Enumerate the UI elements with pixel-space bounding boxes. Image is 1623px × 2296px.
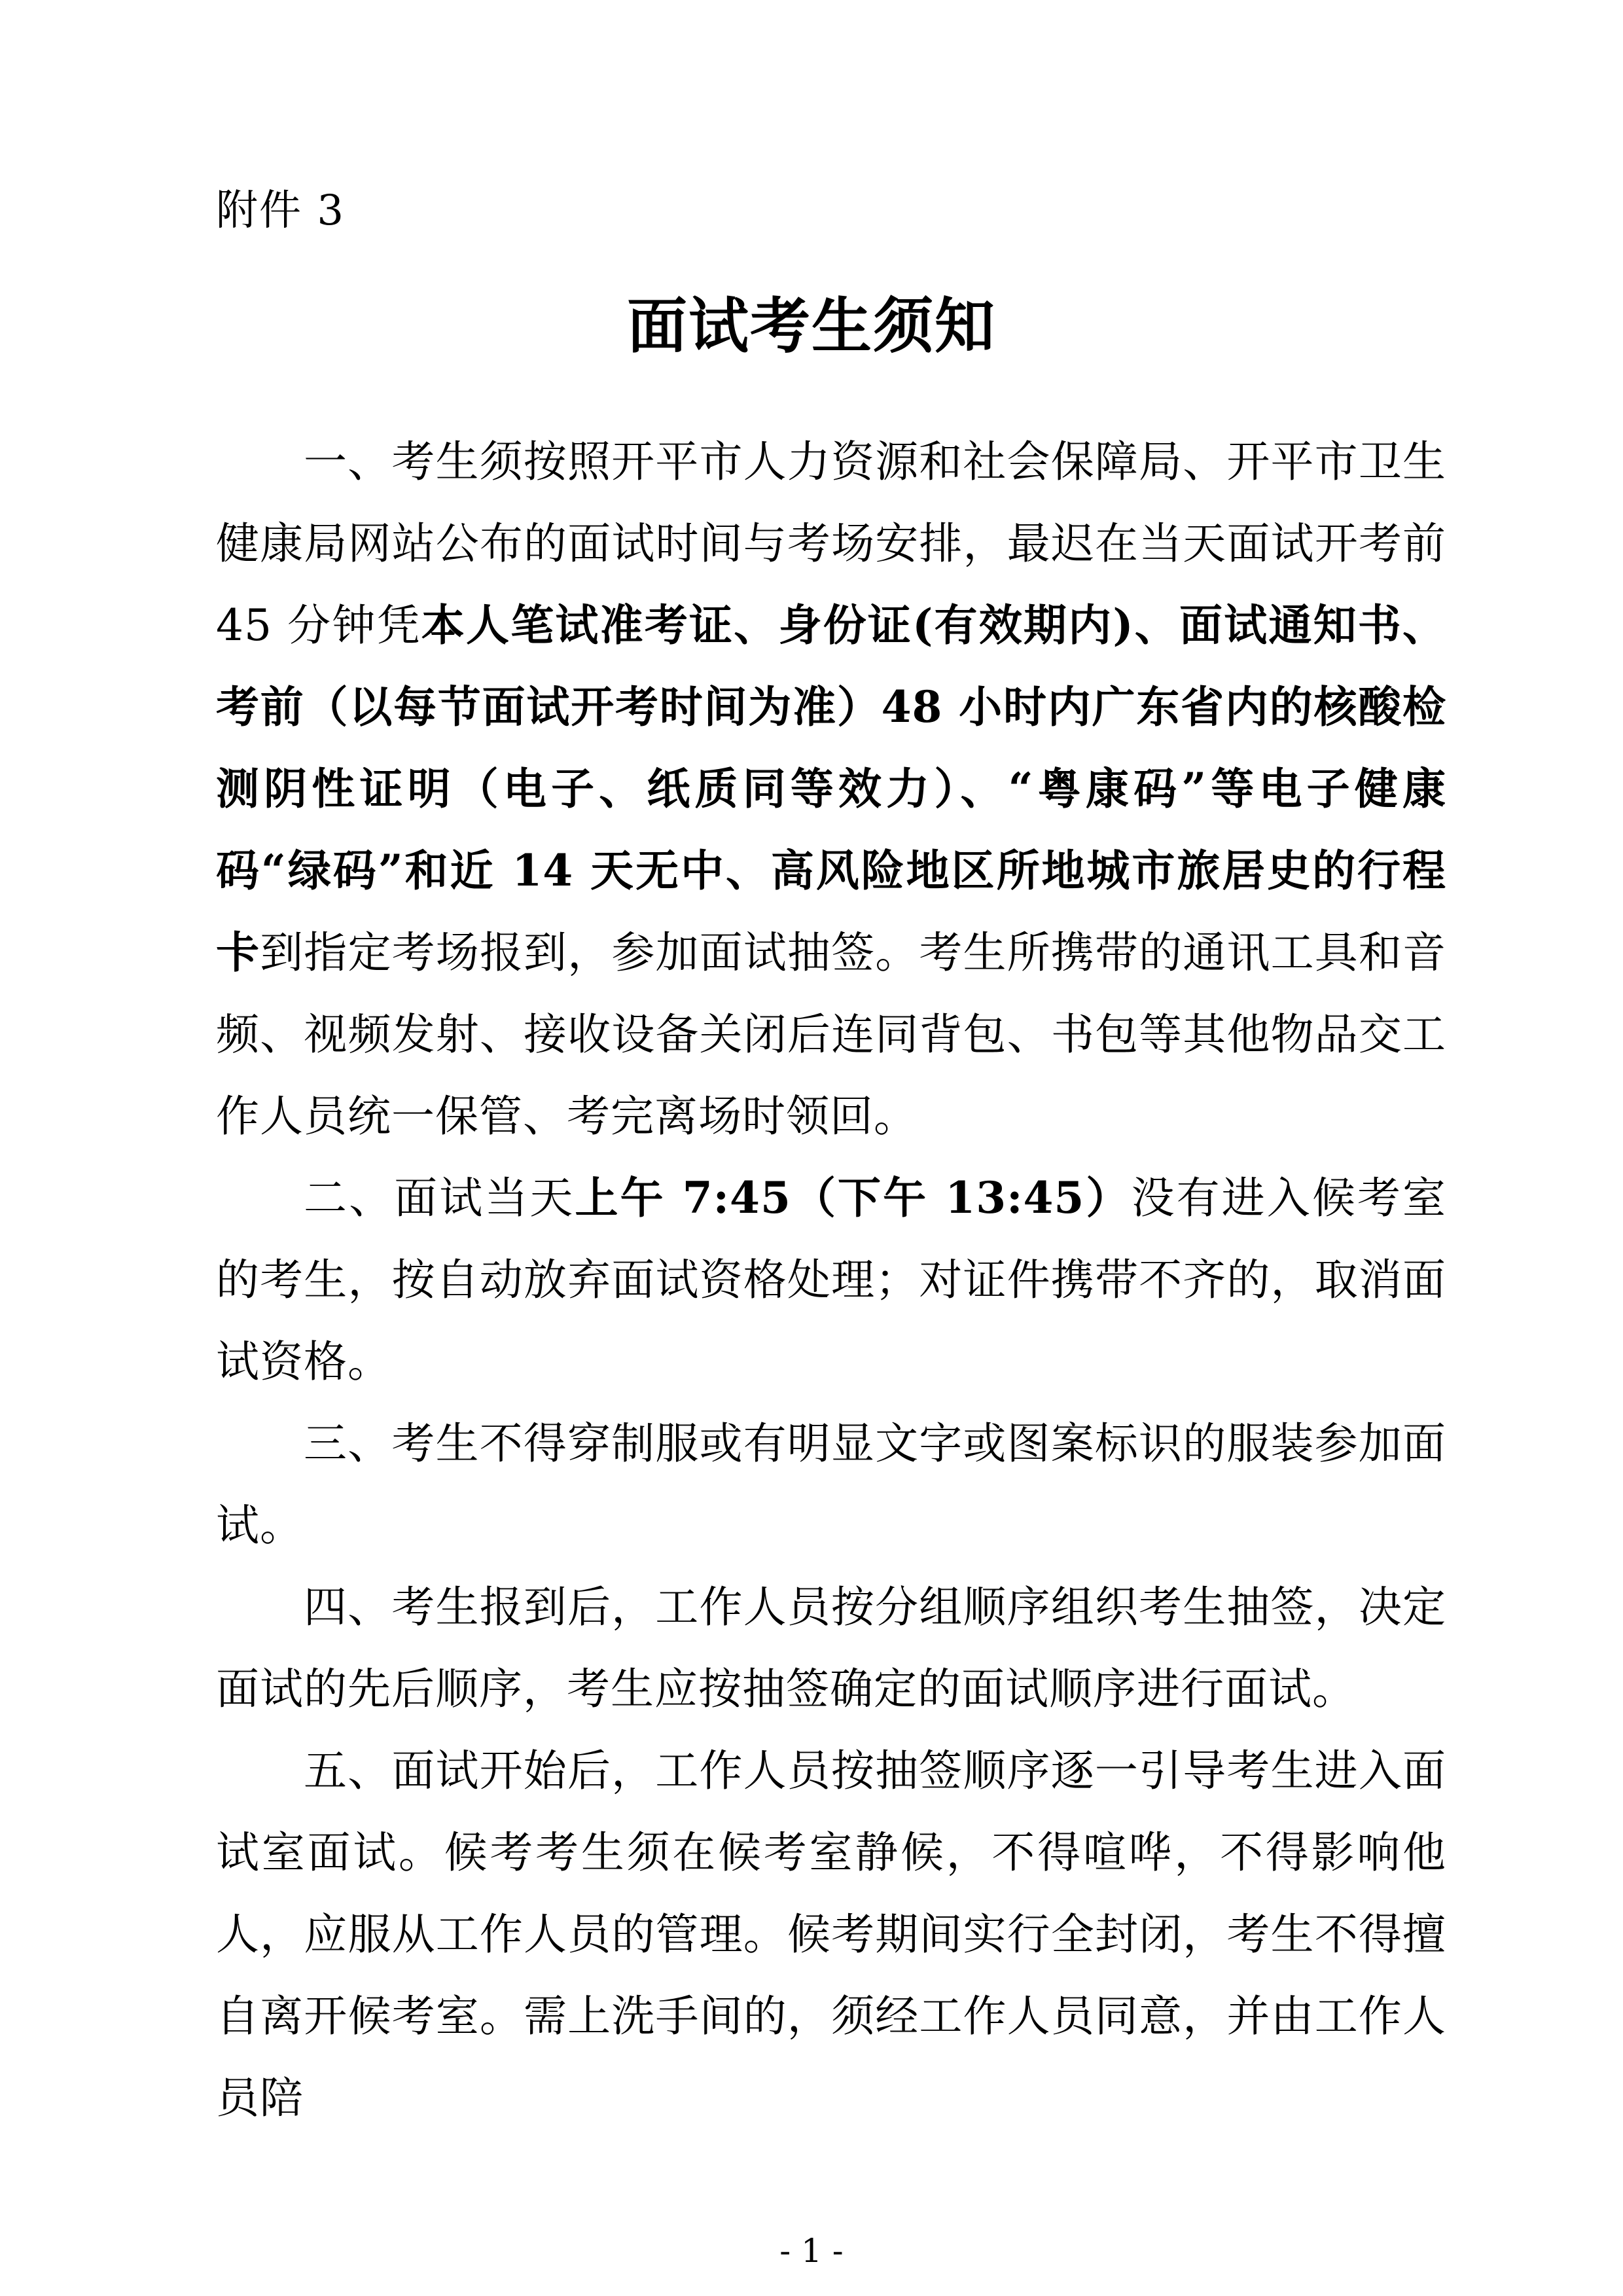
document-body (216, 421, 1446, 2139)
text-run: 到指定考场报到，参加面试抽签。考生所携带的通讯工具和音频、视频发射、接收设备关闭后连同背包、书包等其他物品交工作人员统一保管、考完离场时领回。 (216, 927, 1447, 1141)
paragraph-3 (216, 1403, 1446, 1566)
paragraph-1 (216, 421, 1446, 1157)
page-number: - 1 - (779, 2232, 844, 2270)
text-run: 四、考生报到后，工作人员按分组顺序组织考生抽签，决定面试的先后顺序，考生应按抽签确定的面试顺序进行面试。 (216, 1582, 1446, 1714)
attachment-label: 附件 3 (216, 187, 346, 235)
paragraph-5 (216, 1730, 1446, 2139)
text-run: 一、考生须按照开平市人力资源和社会保障局、开平市卫生健康局网站公布的面试时间与考场安排，最迟在当天面试开考前 45 分钟凭 (216, 437, 1446, 651)
paragraph-2 (216, 1157, 1446, 1403)
text-run: 没有进入候考室的考生，按自动放弃面试资格处理；对证件携带不齐的，取消面试资格。 (216, 1173, 1447, 1387)
text-run: 五、面试开始后，工作人员按抽签顺序逐一引导考生进入面试室面试。候考考生须在候考室静候，不得喧哗，不得影响他人，应服从工作人员的管理。候考期间实行全封闭，考生不得擅自离开候考室。需上洗手间的，须经工作人员同意，并由工作人员陪 (216, 1746, 1446, 2123)
bold-text-run: 本人笔试准考证、身份证(有效期内)、面试通知书、考前（以每节面试开考时间为准）48 小时内广东省内的核酸检测阴性证明（电子、纸质同等效力）、“粤康码”等电子健康码“绿码”和近 14 天无中、高风险地区所地城市旅居史的行程卡 (216, 600, 1446, 978)
page-title: 面试考生须知 (626, 291, 996, 361)
text-run: 二、面试当天 (304, 1173, 575, 1223)
text-run: 三、考生不得穿制服或有明显文字或图案标识的服装参加面试。 (216, 1418, 1446, 1551)
bold-text-run: 上午 7:45（下午 13:45） (575, 1172, 1132, 1223)
paragraph-4 (216, 1566, 1446, 1730)
